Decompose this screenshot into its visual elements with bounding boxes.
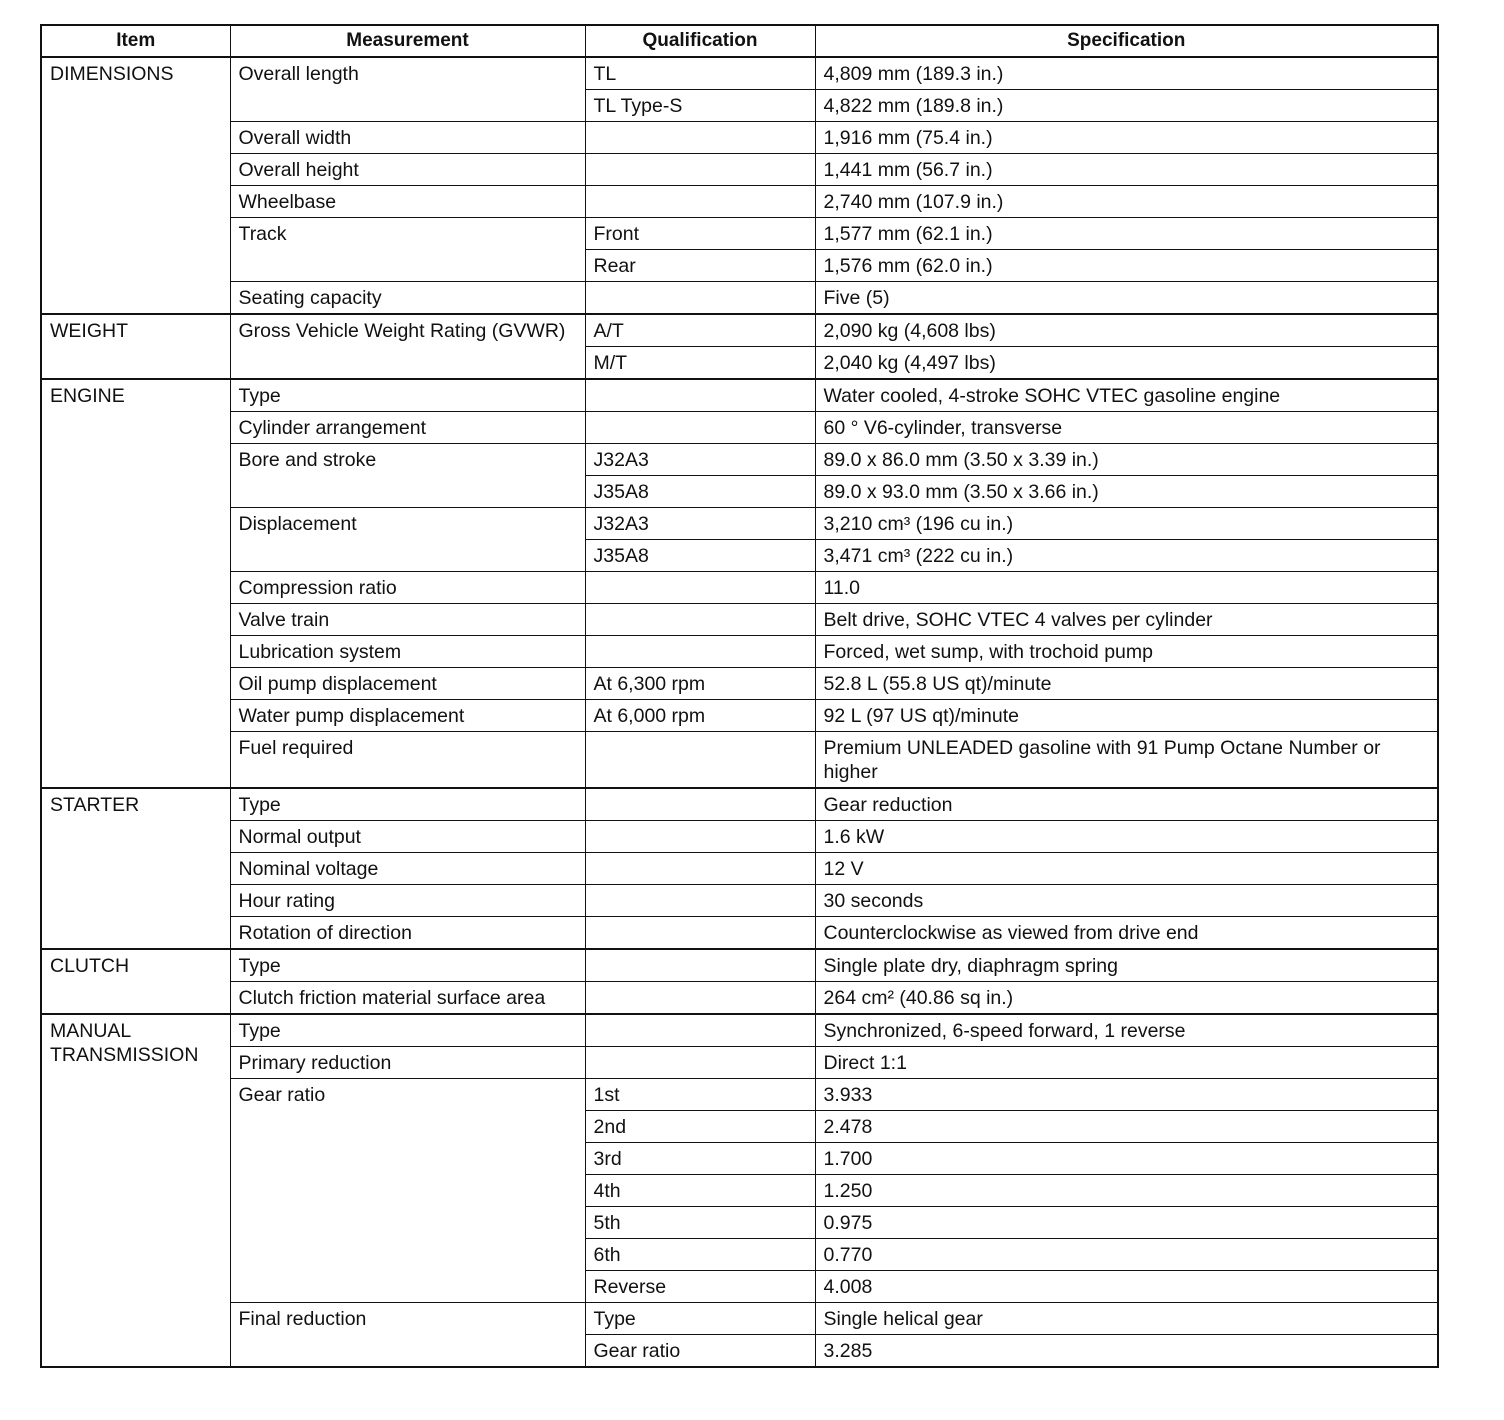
qualification-cell [585,1047,815,1079]
measurement-cell: Bore and stroke [230,444,585,508]
measurement-cell: Valve train [230,604,585,636]
measurement-cell: Rotation of direction [230,917,585,950]
table-row [41,218,1438,250]
table-row [41,788,1438,821]
qualification-cell [585,853,815,885]
qualification-cell: Rear [585,250,815,282]
table-row [41,1079,1438,1111]
specification-cell: 2,740 mm (107.9 in.) [815,186,1438,218]
qualification-cell [585,949,815,982]
specification-cell: 3.285 [815,1335,1438,1368]
measurement-cell: Normal output [230,821,585,853]
qualification-cell [585,122,815,154]
table-row [41,885,1438,917]
specification-cell: Forced, wet sump, with trochoid pump [815,636,1438,668]
specification-cell: 2,090 kg (4,608 lbs) [815,314,1438,347]
measurement-cell: Nominal voltage [230,853,585,885]
table-row [41,122,1438,154]
qualification-cell: TL [585,57,815,90]
qualification-cell [585,379,815,412]
table-row [41,444,1438,476]
qualification-cell [585,636,815,668]
table-row [41,1014,1438,1047]
qualification-cell: 3rd [585,1143,815,1175]
table-row [41,732,1438,789]
specification-cell: 1,441 mm (56.7 in.) [815,154,1438,186]
specification-cell: 30 seconds [815,885,1438,917]
qualification-cell: At 6,000 rpm [585,700,815,732]
measurement-cell: Type [230,949,585,982]
specification-cell: 3.933 [815,1079,1438,1111]
specification-cell: 60 ° V6-cylinder, transverse [815,412,1438,444]
qualification-cell [585,732,815,789]
qualification-cell [585,604,815,636]
specification-cell: 52.8 L (55.8 US qt)/minute [815,668,1438,700]
specification-cell: 4,822 mm (189.8 in.) [815,90,1438,122]
qualification-cell: J32A3 [585,444,815,476]
qualification-cell: M/T [585,347,815,380]
measurement-cell: Lubrication system [230,636,585,668]
specification-cell: Belt drive, SOHC VTEC 4 valves per cylinder [815,604,1438,636]
specification-cell: Water cooled, 4-stroke SOHC VTEC gasoline engine [815,379,1438,412]
table-row [41,821,1438,853]
table-row [41,508,1438,540]
table-row [41,604,1438,636]
qualification-cell: Front [585,218,815,250]
measurement-cell: Wheelbase [230,186,585,218]
header-row [41,25,1438,57]
item-cell: MANUAL TRANSMISSION [41,1014,230,1367]
table-row [41,636,1438,668]
qualification-cell: TL Type-S [585,90,815,122]
measurement-cell: Seating capacity [230,282,585,315]
qualification-cell: J35A8 [585,476,815,508]
specification-cell: 1,916 mm (75.4 in.) [815,122,1438,154]
specification-cell: 3,210 cm³ (196 cu in.) [815,508,1438,540]
qualification-cell [585,788,815,821]
specification-cell: 4,809 mm (189.3 in.) [815,57,1438,90]
table-row [41,186,1438,218]
measurement-cell: Overall width [230,122,585,154]
specification-cell: 11.0 [815,572,1438,604]
table-row [41,668,1438,700]
item-cell: STARTER [41,788,230,949]
qualification-cell: J32A3 [585,508,815,540]
specification-cell: 1,576 mm (62.0 in.) [815,250,1438,282]
table-row [41,282,1438,315]
qualification-cell: 2nd [585,1111,815,1143]
qualification-cell [585,982,815,1015]
item-cell: DIMENSIONS [41,57,230,314]
header-measurement: Measurement [230,25,585,57]
measurement-cell: Water pump displacement [230,700,585,732]
specification-cell: 264 cm² (40.86 sq in.) [815,982,1438,1015]
specification-cell: 0.770 [815,1239,1438,1271]
table-row [41,412,1438,444]
qualification-cell: 6th [585,1239,815,1271]
qualification-cell [585,1014,815,1047]
measurement-cell: Track [230,218,585,282]
qualification-cell: J35A8 [585,540,815,572]
specification-cell: 1.250 [815,1175,1438,1207]
table-row [41,314,1438,347]
measurement-cell: Oil pump displacement [230,668,585,700]
measurement-cell: Overall length [230,57,585,122]
table-row [41,853,1438,885]
measurement-cell: Type [230,379,585,412]
header-specification: Specification [815,25,1438,57]
qualification-cell [585,154,815,186]
specification-cell: Premium UNLEADED gasoline with 91 Pump Octane Number or higher [815,732,1438,789]
qualification-cell [585,412,815,444]
specification-cell: Gear reduction [815,788,1438,821]
specification-cell: 89.0 x 86.0 mm (3.50 x 3.39 in.) [815,444,1438,476]
qualification-cell: 4th [585,1175,815,1207]
table-row [41,700,1438,732]
qualification-cell [585,572,815,604]
specification-cell: 92 L (97 US qt)/minute [815,700,1438,732]
specification-cell: Synchronized, 6-speed forward, 1 reverse [815,1014,1438,1047]
table-row [41,57,1438,90]
measurement-cell: Clutch friction material surface area [230,982,585,1015]
measurement-cell: Gross Vehicle Weight Rating (GVWR) [230,314,585,379]
table-row [41,982,1438,1015]
measurement-cell: Overall height [230,154,585,186]
qualification-cell [585,885,815,917]
qualification-cell: Reverse [585,1271,815,1303]
measurement-cell: Gear ratio [230,1079,585,1303]
specification-cell: Five (5) [815,282,1438,315]
table-row [41,154,1438,186]
specification-cell: 1.700 [815,1143,1438,1175]
qualification-cell: 5th [585,1207,815,1239]
specification-cell: 89.0 x 93.0 mm (3.50 x 3.66 in.) [815,476,1438,508]
specification-table [40,24,1439,1368]
specification-cell: 2,040 kg (4,497 lbs) [815,347,1438,380]
specification-cell: 12 V [815,853,1438,885]
measurement-cell: Cylinder arrangement [230,412,585,444]
table-header [41,25,1438,57]
table-body [41,57,1438,1367]
specification-cell: 0.975 [815,1207,1438,1239]
measurement-cell: Fuel required [230,732,585,789]
specification-cell: Single helical gear [815,1303,1438,1335]
table-row [41,1303,1438,1335]
header-item: Item [41,25,230,57]
item-cell: WEIGHT [41,314,230,379]
table-row [41,572,1438,604]
header-qualification: Qualification [585,25,815,57]
measurement-cell: Hour rating [230,885,585,917]
specification-cell: 3,471 cm³ (222 cu in.) [815,540,1438,572]
table-row [41,949,1438,982]
specification-cell: 1,577 mm (62.1 in.) [815,218,1438,250]
table-row [41,379,1438,412]
qualification-cell [585,282,815,315]
qualification-cell [585,917,815,950]
measurement-cell: Displacement [230,508,585,572]
measurement-cell: Type [230,1014,585,1047]
specification-cell: 2.478 [815,1111,1438,1143]
qualification-cell: Type [585,1303,815,1335]
table-row [41,917,1438,950]
specification-cell: 4.008 [815,1271,1438,1303]
measurement-cell: Compression ratio [230,572,585,604]
qualification-cell: At 6,300 rpm [585,668,815,700]
qualification-cell [585,186,815,218]
specification-cell: Single plate dry, diaphragm spring [815,949,1438,982]
qualification-cell: A/T [585,314,815,347]
qualification-cell: Gear ratio [585,1335,815,1368]
qualification-cell: 1st [585,1079,815,1111]
specification-cell: 1.6 kW [815,821,1438,853]
item-cell: CLUTCH [41,949,230,1014]
specification-cell: Counterclockwise as viewed from drive end [815,917,1438,950]
specification-cell: Direct 1:1 [815,1047,1438,1079]
measurement-cell: Final reduction [230,1303,585,1368]
table-row [41,1047,1438,1079]
measurement-cell: Primary reduction [230,1047,585,1079]
qualification-cell [585,821,815,853]
item-cell: ENGINE [41,379,230,788]
measurement-cell: Type [230,788,585,821]
